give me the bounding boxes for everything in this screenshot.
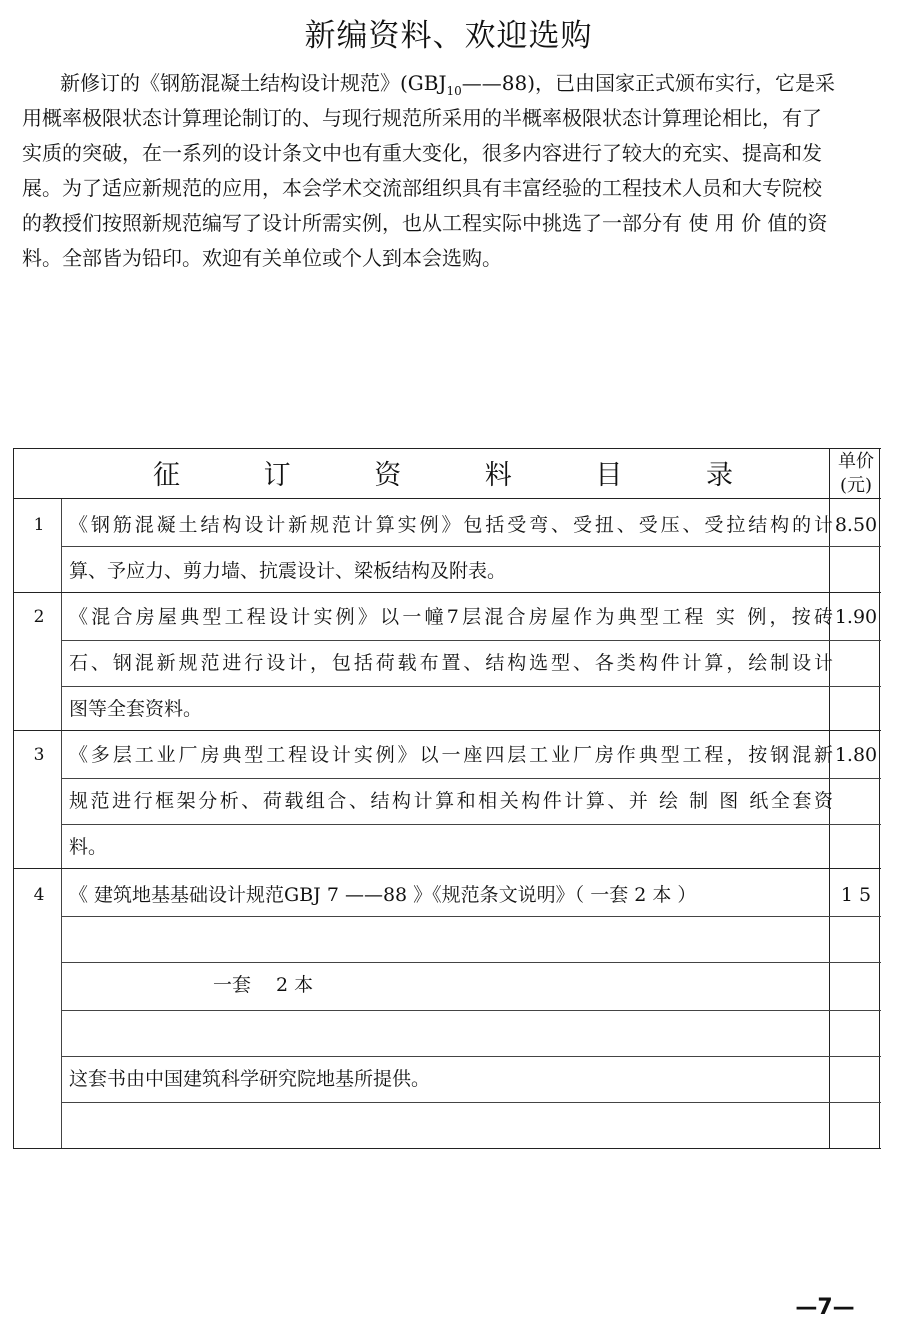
item-price: 1 5 xyxy=(840,884,872,906)
item-divider xyxy=(13,592,881,593)
item-description-line: 规范进行框架分析、荷载组合、结构计算和相关构件计算、并 绘 制 图 纸全套资 xyxy=(69,790,833,812)
table-border-bottom xyxy=(13,1148,881,1149)
caption-char: 资 xyxy=(374,460,402,491)
caption-char: 录 xyxy=(705,460,733,491)
row-line xyxy=(61,640,881,641)
intro-line: 用概率极限状态计算理论制订的、与现行规范所采用的半概率极限状态计算理论相比，有了 xyxy=(22,106,822,130)
intro-line: 料。全部皆为铅印。欢迎有关单位或个人到本会选购。 xyxy=(22,246,502,270)
item-description-line: 图等全套资料。 xyxy=(69,698,203,720)
intro-line: 展。为了适应新规范的应用，本会学术交流部组织具有丰富经验的工程技术人员和大专院校 xyxy=(22,176,822,200)
item-description-line: 《钢筋混凝土结构设计新规范计算实例》包括受弯、受扭、受压、受拉结构的计 xyxy=(69,514,833,536)
order-catalog-table xyxy=(13,448,881,1150)
item-description-line: 《混合房屋典型工程设计实例》以一幢7层混合房屋作为典型工程 实 例，按砖 xyxy=(69,606,833,628)
row-line xyxy=(61,686,881,687)
row-line xyxy=(61,1056,881,1057)
price-column-header: 单价 (元) xyxy=(838,451,874,496)
row-line xyxy=(61,962,881,963)
item-price: 1.90 xyxy=(834,606,878,628)
item-description-line: 一套 2 本 xyxy=(213,974,314,996)
row-line xyxy=(61,1102,881,1103)
page-title: 新编资料、欢迎选购 xyxy=(304,18,593,54)
table-border-left xyxy=(13,448,14,1148)
caption-char: 料 xyxy=(484,460,512,491)
page-number: —7— xyxy=(795,1295,855,1320)
item-number: 1 xyxy=(33,515,45,535)
item-description-line: 算、予应力、剪力墙、抗震设计、梁板结构及附表。 xyxy=(69,560,507,582)
caption-char: 订 xyxy=(263,460,291,491)
table-border-top xyxy=(13,448,881,449)
item-divider xyxy=(13,730,881,731)
caption-char: 目 xyxy=(595,460,623,491)
item-price: 1.80 xyxy=(834,744,878,766)
item-price: 8.50 xyxy=(834,514,878,536)
row-line xyxy=(61,1010,881,1011)
item-number: 3 xyxy=(33,745,45,765)
item-number: 4 xyxy=(33,885,45,905)
item-description-line: 石、钢混新规范进行设计，包括荷载布置、结构选型、各类构件计算，绘制设计 xyxy=(69,652,833,674)
item-description-line: 《多层工业厂房典型工程设计实例》以一座四层工业厂房作典型工程，按钢混新 xyxy=(69,744,833,766)
caption-char: 征 xyxy=(153,460,180,491)
header-divider xyxy=(13,498,881,499)
intro-line: 新修订的《钢筋混凝土结构设计规范》$(GBJ_{10}——88)$，已由国家正式颁布实行，它是采 xyxy=(60,71,836,98)
item-divider xyxy=(13,868,881,869)
table-caption xyxy=(153,456,733,496)
intro-line: 的教授们按照新规范编写了设计所需实例，也从工程实际中挑选了一部分有 使 用 价 值的资 xyxy=(22,211,828,235)
item-number: 2 xyxy=(33,607,45,627)
row-line xyxy=(61,916,881,917)
row-line xyxy=(61,546,881,547)
table-border-right xyxy=(879,448,880,1148)
item-description-line: 这套书由中国建筑科学研究院地基所提供。 xyxy=(69,1068,431,1090)
item-description-line: 《 建筑地基基础设计规范GBJ 7 ——88 》《规范条文说明》（ 一套 2 本 ） xyxy=(69,884,697,906)
row-line xyxy=(61,824,881,825)
intro-line: 实质的突破，在一系列的设计条文中也有重大变化，很多内容进行了较大的充实、提高和发 xyxy=(22,141,822,165)
item-description-line: 料。 xyxy=(69,836,108,858)
number-column-divider xyxy=(61,498,62,1148)
row-line xyxy=(61,778,881,779)
